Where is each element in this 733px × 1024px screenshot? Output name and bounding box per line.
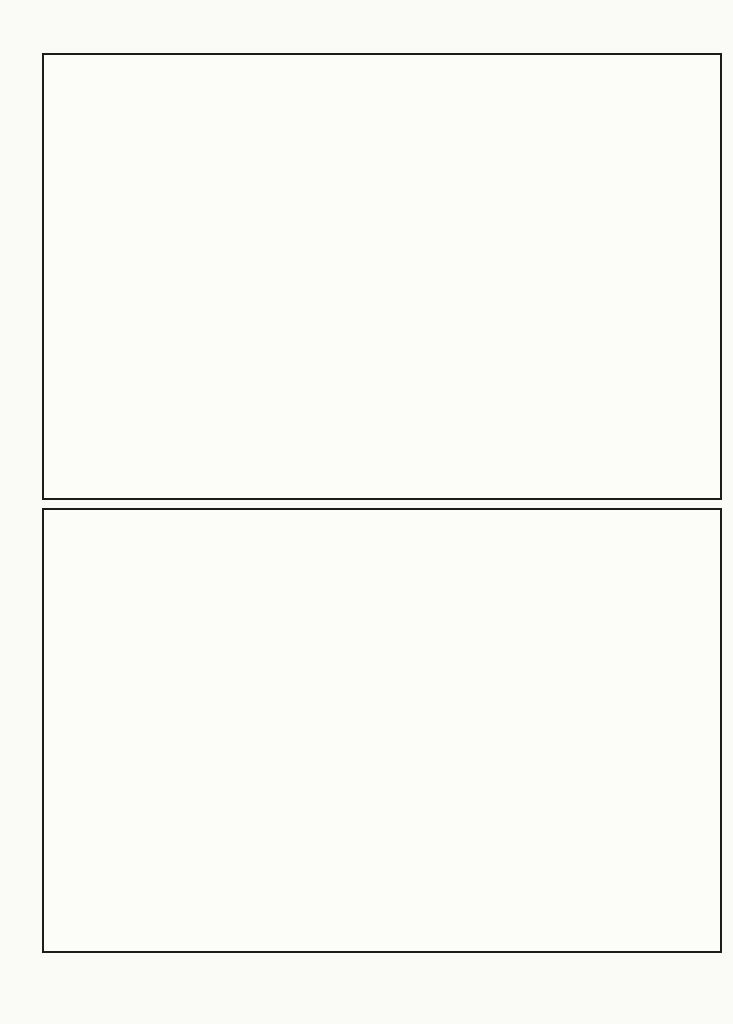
roster-table-bottom	[42, 508, 722, 953]
roster-table-top	[42, 53, 722, 500]
